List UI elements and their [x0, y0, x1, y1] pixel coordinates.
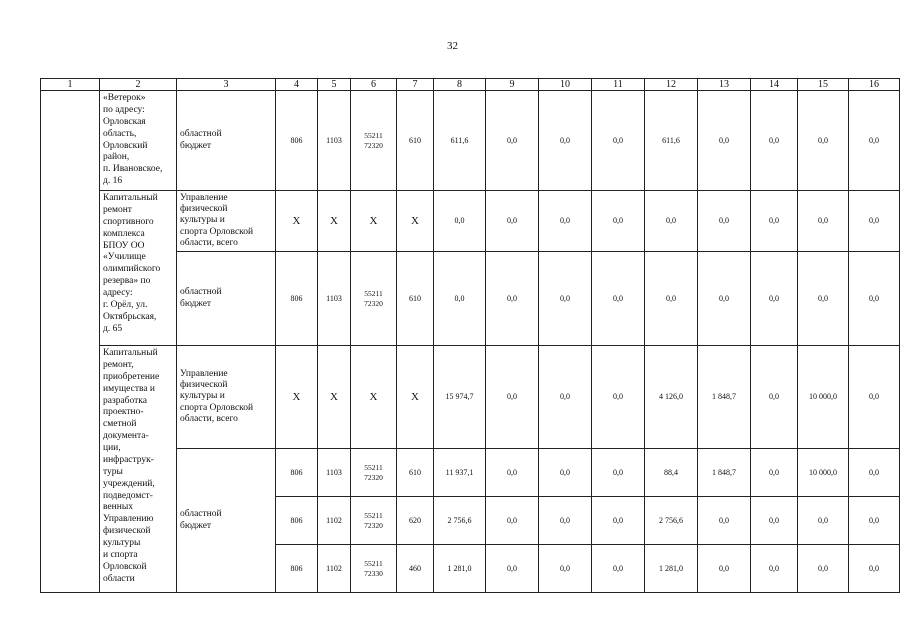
cell-value: 0,0	[751, 545, 798, 593]
cell-value: X	[276, 191, 318, 252]
funding-source: Управление физической культуры и спорта Орловской области, всего	[177, 346, 276, 449]
cell-value: 0,0	[486, 252, 539, 346]
cell-value: 0,0	[849, 346, 900, 449]
column-number: 14	[751, 79, 798, 91]
cell-value: 0,0	[798, 545, 849, 593]
cell-value: 0,0	[434, 252, 486, 346]
cell-value: 0,0	[698, 497, 751, 545]
column-number: 4	[276, 79, 318, 91]
cell-value: 0,0	[698, 252, 751, 346]
cell-value: 0,0	[798, 91, 849, 191]
cell-value: 806	[276, 545, 318, 593]
cell-value: 0,0	[698, 545, 751, 593]
cell-value: 0,0	[539, 252, 592, 346]
column-number: 8	[434, 79, 486, 91]
cell-value: 0,0	[751, 497, 798, 545]
cell-value: 15 974,7	[434, 346, 486, 449]
column-number: 7	[397, 79, 434, 91]
cell-value: 0,0	[486, 449, 539, 497]
cell-value: 0,0	[539, 449, 592, 497]
funding-source: областной бюджет	[177, 449, 276, 593]
cell-value: 0,0	[645, 252, 698, 346]
cell-value: X	[351, 346, 397, 449]
cell-value: 0,0	[539, 91, 592, 191]
cell-value: 0,0	[849, 191, 900, 252]
cell-value: 806	[276, 252, 318, 346]
cell-value: 0,0	[592, 191, 645, 252]
cell-value: 0,0	[751, 191, 798, 252]
cell-value: 4 126,0	[645, 346, 698, 449]
column-number: 3	[177, 79, 276, 91]
column-number: 5	[318, 79, 351, 91]
cell-value: 0,0	[592, 91, 645, 191]
column-number: 12	[645, 79, 698, 91]
cell-value: 88,4	[645, 449, 698, 497]
cell-value: 0,0	[798, 252, 849, 346]
cell-value: 0,0	[592, 497, 645, 545]
cell-value: 0,0	[849, 545, 900, 593]
funding-source: областной бюджет	[177, 91, 276, 191]
cell-value: 0,0	[751, 91, 798, 191]
cell-value: 0,0	[798, 497, 849, 545]
cell-value: 55211 72320	[351, 497, 397, 545]
cell-value: X	[276, 346, 318, 449]
cell-value: 1103	[318, 91, 351, 191]
cell-value: 0,0	[539, 497, 592, 545]
cell-value: 1 848,7	[698, 346, 751, 449]
cell-value: 806	[276, 449, 318, 497]
column-number: 1	[41, 79, 100, 91]
cell-value: 2 756,6	[434, 497, 486, 545]
cell-value: 0,0	[592, 449, 645, 497]
cell-value: 0,0	[486, 91, 539, 191]
cell-value: 806	[276, 497, 318, 545]
budget-table	[40, 78, 900, 593]
cell-value: 2 756,6	[645, 497, 698, 545]
cell-value: 611,6	[434, 91, 486, 191]
cell-value: 620	[397, 497, 434, 545]
funding-source: областной бюджет	[177, 252, 276, 346]
cell-value: 0,0	[698, 91, 751, 191]
cell-value: 1102	[318, 497, 351, 545]
object-name: «Ветерок» по адресу: Орловская область, Орловский район, п. Ивановское, д. 16	[100, 91, 177, 191]
cell-value: 0,0	[539, 346, 592, 449]
cell-value: 10 000,0	[798, 346, 849, 449]
cell-value: 0,0	[592, 346, 645, 449]
cell-value: 806	[276, 91, 318, 191]
cell-value: 0,0	[849, 497, 900, 545]
cell-value: 1102	[318, 545, 351, 593]
cell-value: 1 281,0	[645, 545, 698, 593]
cell-value: 55211 72330	[351, 545, 397, 593]
cell-value: 0,0	[486, 191, 539, 252]
cell-value: 0,0	[539, 191, 592, 252]
column-number: 2	[100, 79, 177, 91]
page-number: 32	[447, 40, 458, 52]
cell-value: 0,0	[751, 252, 798, 346]
column-number: 16	[849, 79, 900, 91]
cell-value: 55211 72320	[351, 91, 397, 191]
cell-value: X	[397, 346, 434, 449]
cell-value: 1 848,7	[698, 449, 751, 497]
cell-value: 0,0	[592, 545, 645, 593]
column-number: 11	[592, 79, 645, 91]
cell-value: 0,0	[751, 346, 798, 449]
cell-value: 1 281,0	[434, 545, 486, 593]
table-row	[41, 91, 900, 191]
column-number: 9	[486, 79, 539, 91]
cell-value: 0,0	[751, 449, 798, 497]
column-number: 6	[351, 79, 397, 91]
table-row	[41, 191, 900, 252]
cell-value: X	[318, 346, 351, 449]
cell-value: 0,0	[849, 91, 900, 191]
cell-value: 0,0	[849, 449, 900, 497]
cell-value: 11 937,1	[434, 449, 486, 497]
cell-value: 0,0	[849, 252, 900, 346]
cell-value: 0,0	[486, 497, 539, 545]
cell-value: 0,0	[486, 545, 539, 593]
cell-value: 0,0	[698, 191, 751, 252]
cell-value: 0,0	[434, 191, 486, 252]
table-row	[41, 346, 900, 449]
cell-value: 611,6	[645, 91, 698, 191]
column-number: 10	[539, 79, 592, 91]
cell-value: 0,0	[592, 252, 645, 346]
column-numbers-row	[41, 79, 900, 91]
column-number: 15	[798, 79, 849, 91]
object-name: Капитальный ремонт, приобретение имущества и разработка проектно- сметной документа- ции, инфраструк- туры учреждений, подведомст- венных Управлению физической культуры и спорта Орловской области	[100, 346, 177, 593]
empty-cell	[41, 91, 100, 593]
cell-value: X	[318, 191, 351, 252]
object-name: Капитальный ремонт спортивного комплекса БПОУ ОО «Училище олимпийского резерва» по адресу: г. Орёл, ул. Октябрьская, д. 65	[100, 191, 177, 346]
cell-value: 610	[397, 449, 434, 497]
cell-value: 0,0	[798, 191, 849, 252]
cell-value: X	[397, 191, 434, 252]
cell-value: 0,0	[486, 346, 539, 449]
funding-source: Управление физической культуры и спорта Орловской области, всего	[177, 191, 276, 252]
cell-value: X	[351, 191, 397, 252]
cell-value: 610	[397, 252, 434, 346]
cell-value: 610	[397, 91, 434, 191]
cell-value: 0,0	[645, 191, 698, 252]
cell-value: 0,0	[539, 545, 592, 593]
cell-value: 55211 72320	[351, 449, 397, 497]
cell-value: 55211 72320	[351, 252, 397, 346]
cell-value: 1103	[318, 252, 351, 346]
cell-value: 460	[397, 545, 434, 593]
cell-value: 10 000,0	[798, 449, 849, 497]
cell-value: 1103	[318, 449, 351, 497]
column-number: 13	[698, 79, 751, 91]
